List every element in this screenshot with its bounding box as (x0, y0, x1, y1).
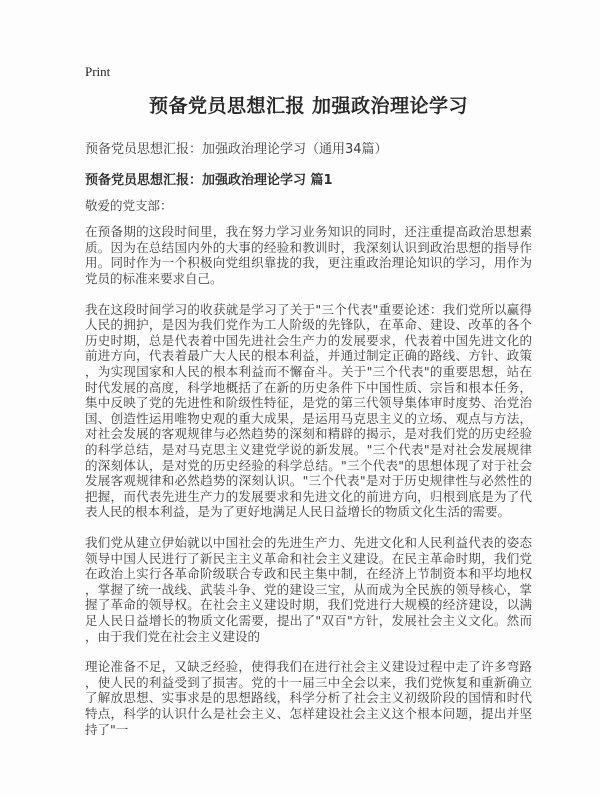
salutation: 敬爱的党支部： (85, 197, 173, 213)
page-title: 预备党员思想汇报 加强政治理论学习 (148, 95, 469, 117)
paragraph: 我在这段时间学习的收获就是学习了关于"三个代表"重要论述：我们党所以赢得人民的拥护，是因为我们党作为工人阶级的先锋队，在革命、建设、改革的各个历史时期，总是代表着中国先进社会生产力的发展要求，代表着中国先进文化的前进方向，代表着最广大人民的根本利益，并通过制定正确的路线、方针、政策，为实现国家和人民的根本利益而不懈奋斗。关于"三个代表"的重要思想，站在时代发展的高度，科学地概括了在新的历史条件下中国性质、宗旨和根本任务，集中反映了党的先进性和阶级性特征，是党的第三代领导集体审时度势、治党治国、创造性运用唯物史观的重大成果，是运用马克思主义的立场、观点与方法，对社会发展的客观规律与必然趋势的深刻和精辟的揭示，是对我们党的历史经验的科学总结，是对马克思主义建党学说的新发展。"三个代表"是对社会发展规律的深刻体认，是对党的历史经验的科学总结。"三个代表"的思想体现了对于社会发展客观规律和必然趋势的深刻认识。"三个代表"是对于历史规律性与必然性的把握，而代表先进生产力的发展要求和先进文化的前进方向，归根到底是为了代表人民的根本利益，是为了更好地满足人民日益增长的物质文化生活的需要。 (85, 301, 532, 520)
print-link[interactable]: Print (85, 64, 111, 79)
paragraph: 理论准备不足，又缺乏经验，使得我们在进行社会主义建设过程中走了许多弯路，使人民的利益受到了损害。党的十一届三中全会以来，我们党恢复和重新确立了解放思想、实事求是的思想路线，科学分析了社会主义初级阶段的国情和时代特点，科学的认识什么是社会主义、怎样建设社会主义这个根本问题，提出并坚持了"一 (85, 659, 532, 737)
page-subtitle: 预备党员思想汇报：加强政治理论学习（通用34篇） (85, 141, 388, 157)
document-body (85, 224, 532, 737)
paragraph: 我们党从建立伊始就以中国社会的先进生产力、先进文化和人民利益代表的姿态领导中国人民进行了新民主主义革命和社会主义建设。在民主革命时期，我们党在政治上实行各革命阶级联合专政和民主集中制，在经济上节制资本和平均地权，掌握了统一战线、武装斗争、党的建设三宝，从而成为全民族的领导核心，掌握了革命的领导权。在社会主义建设时期，我们党进行大规模的经济建设，以满足人民日益增长的物质文化需要，提出了"双百"方针，发展社会主义文化。然而，由于我们党在社会主义建设的 (85, 534, 532, 644)
section-heading: 预备党员思想汇报：加强政治理论学习 篇1 (85, 172, 333, 188)
paragraph: 在预备期的这段时间里，我在努力学习业务知识的同时，还注重提高政治思想素质。因为在总结国内外的大事的经验和教训时，我深刻认识到政治思想的指导作用。同时作为一个积极向党组织靠拢的我，更注重政治理论知识的学习，用作为党员的标准来要求自己。 (85, 224, 532, 287)
